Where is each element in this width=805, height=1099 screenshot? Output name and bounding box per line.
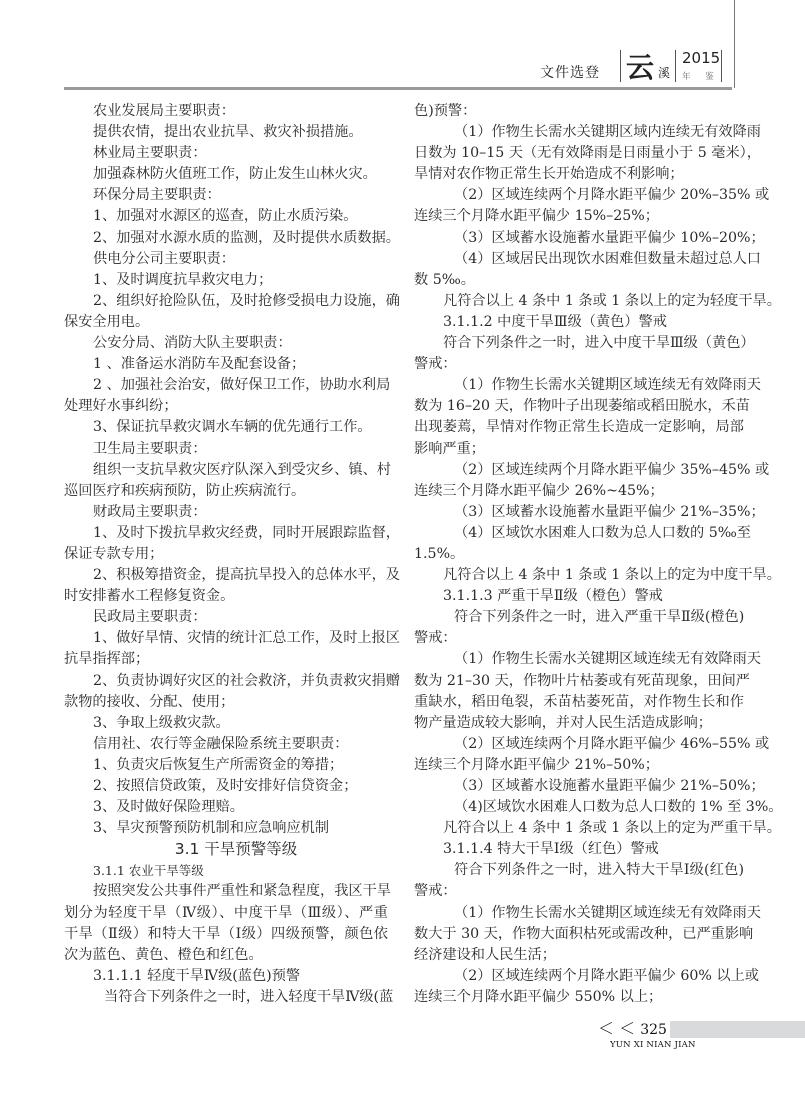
text-line: 保证专款专用； — [64, 545, 164, 562]
text-line: 物产量造成较大影响，并对人民生活造成影响； — [414, 714, 712, 731]
page-number-block — [598, 1016, 667, 1039]
text-line: 警戒： — [414, 356, 457, 373]
header-yearbook-label: 年 鉴 — [682, 72, 720, 82]
text-line: 时安排蓄水工程修复资金。 — [64, 588, 235, 605]
text-line: 数 5‰。 — [414, 271, 475, 288]
header-rule — [64, 87, 732, 90]
text-line: 1、加强对水源区的巡查，防止水质污染。 — [93, 208, 358, 225]
text-line: 影响严重； — [414, 440, 485, 457]
text-line: 连续三个月降水距平偏少 550% 以上； — [414, 988, 663, 1005]
page-arrows-icon: ＜ ＜ — [598, 1019, 636, 1038]
text-line: 2 、加强社会治安，做好保卫工作，协助水利局 — [93, 377, 391, 394]
text-line: 1、负责灾后恢复生产所需资金的筹措； — [93, 756, 344, 773]
text-line: 凡符合以上 4 条中 1 条或 1 条以上的定为轻度干旱。 — [443, 292, 781, 309]
page-number: 325 — [640, 1022, 667, 1038]
text-line: 保安全用电。 — [64, 313, 150, 330]
text-line: 连续三个月降水距平偏少 15%–25%； — [414, 208, 659, 225]
text-line: 符合下列条件之一时，进入中度干旱Ⅲ级（黄色） — [443, 335, 755, 352]
text-line: 次为蓝色、黄色、橙色和红色。 — [64, 946, 263, 963]
text-line: 重缺水，稻田龟裂，禾苗枯萎死苗，对作物生长和作 — [414, 693, 744, 710]
text-line: 林业局主要职责： — [93, 145, 207, 162]
text-line: 符合下列条件之一时，进入特大干旱Ⅰ级(红色) — [454, 862, 744, 879]
text-line: 信用社、农行等金融保险系统主要职责： — [93, 735, 349, 752]
text-line: 数为 21–30 天，作物叶片枯萎或有死苗现象，田间严 — [414, 672, 750, 689]
text-line: 供电分公司主要职责： — [93, 250, 235, 267]
header-divider — [721, 50, 722, 82]
text-line: 日数为 10–15 天（无有效降雨是日雨量小于 5 毫米）， — [414, 145, 761, 162]
text-line: （1）作物生长需水关键期区域连续无有效降雨天 — [454, 904, 761, 921]
text-line: 连续三个月降水距平偏少 21%–50%； — [414, 756, 659, 773]
text-line: 色)预警： — [414, 103, 477, 119]
header-logo-xi: 溪 — [658, 66, 671, 80]
text-line: 当符合下列条件之一时，进入轻度干旱Ⅳ级(蓝 — [104, 988, 394, 1005]
text-line: 民政局主要职责： — [93, 609, 207, 626]
text-line: 3、争取上级救灾款。 — [93, 714, 230, 731]
header-right-edge-line — [734, 0, 735, 88]
text-line: （2）区域连续两个月降水距平偏少 35%–45% 或 — [454, 461, 770, 478]
text-line: 2、加强对水源水质的监测，及时提供水质数据。 — [93, 229, 400, 246]
text-line: 款物的接收、分配、使用； — [64, 693, 235, 710]
text-line: 3、旱灾预警预防机制和应急响应机制 — [93, 820, 330, 837]
text-line: 1、及时下拨抗旱救灾经费，同时开展跟踪监督， — [93, 524, 400, 541]
text-line: 环保分局主要职责： — [93, 187, 221, 204]
text-line: 凡符合以上 4 条中 1 条或 1 条以上的定为严重干旱。 — [443, 820, 781, 837]
left-column — [64, 101, 400, 1008]
header-divider — [620, 50, 621, 82]
text-line: 按照突发公共事件严重性和紧急程度，我区干旱 — [93, 883, 391, 900]
text-line: 3.1.1.2 中度干旱Ⅲ级（黄色）警戒 — [443, 313, 667, 330]
text-line: 巡回医疗和疾病预防，防止疾病流行。 — [64, 482, 306, 499]
text-line: 3.1.1.1 轻度干旱Ⅳ级(蓝色)预警 — [93, 967, 301, 984]
running-title: YUN XI NIAN JIAN — [610, 1040, 696, 1050]
text-line: 出现萎蔫，旱情对作物正常生长造成一定影响，局部 — [414, 419, 744, 436]
header-logo-yun: 云 — [626, 51, 655, 84]
text-line: 抗旱指挥部； — [64, 651, 150, 668]
text-line: 2、负责协调好灾区的社会救济，并负责救灾捐赠 — [93, 672, 400, 689]
text-line: 1 、准备运水消防车及配套设备； — [93, 356, 306, 373]
text-line: 3、保证抗旱救灾调水车辆的优先通行工作。 — [93, 419, 372, 436]
text-line: 经济建设和人民生活； — [414, 946, 556, 963]
text-line: （1）作物生长需水关键期区域连续无有效降雨天 — [454, 377, 761, 394]
text-line: 2、按照信贷政策，及时安排好信贷资金； — [93, 778, 358, 794]
header-year: 2015 — [682, 49, 721, 67]
text-line: 旱情对农作物正常生长开始造成不利影响； — [414, 166, 684, 183]
text-line: （4）区域饮水困难人口数为总人口数的 5‰至 — [454, 524, 751, 541]
text-line: 财政局主要职责： — [93, 503, 207, 520]
text-line: 1.5%。 — [414, 545, 465, 562]
footer-bar — [670, 1021, 805, 1038]
text-line: （2）区域连续两个月降水距平偏少 20%–35% 或 — [454, 187, 770, 204]
text-line: 卫生局主要职责： — [93, 440, 207, 457]
text-line: 凡符合以上 4 条中 1 条或 1 条以上的定为中度干旱。 — [443, 567, 781, 584]
text-line: 2、组织好抢险队伍，及时抢修受损电力设施，确 — [93, 292, 400, 309]
text-line: （4)区域饮水困难人口数为总人口数的 1% 至 3%。 — [454, 799, 783, 816]
section-heading: 3.1 干旱预警等级 — [174, 840, 298, 859]
text-line: 1、及时调度抗旱救灾电力； — [93, 271, 273, 288]
text-line: 连续三个月降水距平偏少 26%~45%； — [414, 482, 664, 499]
text-line: 3.1.1 农业干旱等级 — [93, 863, 204, 879]
text-line: 1、做好旱情、灾情的统计汇总工作，及时上报区 — [93, 630, 400, 647]
text-line: （2）区域连续两个月降水距平偏少 46%–55% 或 — [454, 735, 770, 752]
text-line: 3、及时做好保险理赔。 — [93, 799, 244, 816]
text-line: 符合下列条件之一时，进入严重干旱Ⅱ级(橙色) — [454, 609, 745, 626]
text-line: 3.1.1.3 严重干旱Ⅱ级（橙色）警戒 — [443, 588, 663, 605]
header-section-label: 文件选登 — [540, 65, 600, 81]
text-line: 数为 16–20 天，作物叶子出现萎缩或稻田脱水，禾苗 — [414, 398, 750, 415]
header-divider — [675, 50, 676, 82]
text-line: （3）区域蓄水设施蓄水量距平偏少 21%–50%； — [454, 778, 765, 794]
text-line: 2、积极筹措资金，提高抗旱投入的总体水平，及 — [93, 567, 400, 584]
text-line: （1）作物生长需水关键期区域内连续无有效降雨 — [454, 124, 761, 141]
text-line: 警戒： — [414, 630, 457, 647]
text-line: 处理好水事纠纷； — [64, 398, 178, 415]
text-line: 警戒： — [414, 883, 457, 900]
text-line: 组织一支抗旱救灾医疗队深入到受灾乡、镇、村 — [93, 461, 391, 478]
text-line: 3.1.1.4 特大干旱Ⅰ级（红色）警戒 — [443, 841, 659, 858]
text-line: 干旱（Ⅱ级）和特大干旱（Ⅰ级）四级预警，颜色依 — [64, 925, 388, 942]
text-line: （1）作物生长需水关键期区域连续无有效降雨天 — [454, 651, 761, 668]
text-line: （3）区域蓄水设施蓄水量距平偏少 10%–20%； — [454, 229, 765, 246]
text-line: 划分为轻度干旱（Ⅳ级）、中度干旱（Ⅲ级）、严重 — [64, 904, 388, 921]
text-line: （3）区域蓄水设施蓄水量距平偏少 21%–35%； — [454, 503, 765, 520]
text-line: 加强森林防火值班工作，防止发生山林火灾。 — [93, 166, 377, 183]
text-line: 数大于 30 天，作物大面积枯死或需改种，已严重影响 — [414, 925, 754, 942]
right-column — [414, 101, 783, 1008]
text-line: （2）区域连续两个月降水距平偏少 60% 以上或 — [454, 967, 759, 984]
text-line: 公安分局、消防大队主要职责： — [93, 335, 292, 352]
text-line: 农业发展局主要职责： — [93, 103, 235, 119]
text-line: （4）区域居民出现饮水困难但数量未超过总人口 — [454, 250, 761, 267]
text-line: 提供农情，提出农业抗旱、救灾补损措施。 — [93, 124, 363, 141]
